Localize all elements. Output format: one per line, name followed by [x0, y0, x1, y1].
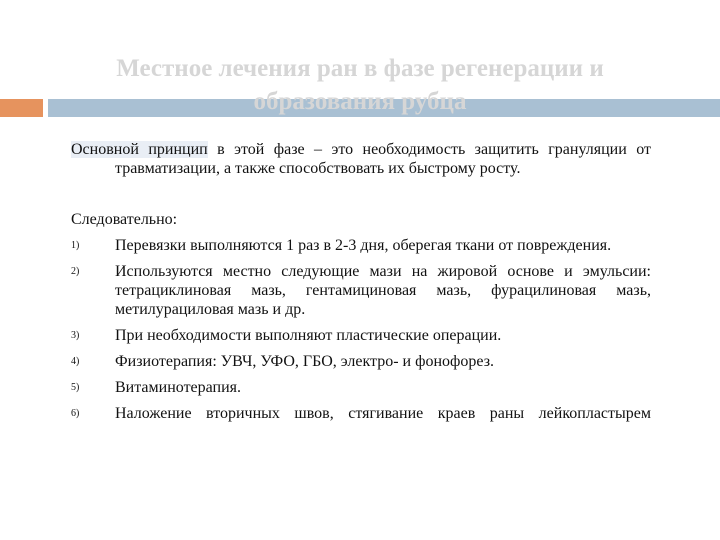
list-item-text: Используются местно следующие мази на жировой основе и эмульсии: тетрациклиновая мазь, гентамициновая мазь, фурацилиновая мазь, метилурациловая мазь и др. [115, 263, 651, 318]
list-number: 2) [71, 266, 80, 277]
accent-bar [0, 99, 43, 117]
lead-text: Следовательно: [71, 211, 178, 228]
list-item-6 [71, 404, 651, 423]
spacer [71, 178, 651, 210]
list-item-text: При необходимости выполняют пластические операции. [115, 327, 502, 344]
slide-title-line-2: образования рубца [253, 88, 467, 115]
slide-title [60, 52, 660, 118]
slide-content [71, 140, 651, 430]
list-number: 5) [71, 382, 80, 393]
list-number: 6) [71, 408, 80, 419]
intro-paragraph [71, 140, 651, 178]
intro-text: в этой фазе – это необходимость защитить грануляции от травматизации, а также способствовать их быстрому росту. [115, 141, 652, 177]
list-item-1 [71, 236, 651, 255]
list-item-4 [71, 352, 651, 371]
list-item-5 [71, 378, 651, 397]
list-item-text: Наложение вторичных швов, стягивание краев раны лейкопластырем [115, 405, 651, 422]
intro-highlight: Основной принцип [71, 141, 208, 158]
list-number: 1) [71, 240, 80, 251]
list-number: 3) [71, 330, 80, 341]
list-item-text: Физиотерапия: УВЧ, УФО, ГБО, электро- и фонофорез. [115, 353, 495, 370]
treatment-list [71, 236, 651, 423]
list-item-text: Перевязки выполняются 1 раз в 2-3 дня, оберегая ткани от повреждения. [115, 237, 612, 254]
list-number: 4) [71, 356, 80, 367]
list-item-3 [71, 326, 651, 345]
slide-title-line-1: Местное лечения ран в фазе регенерации и [116, 55, 604, 82]
list-item-text: Витаминотерапия. [115, 379, 242, 396]
list-item-2 [71, 262, 651, 319]
